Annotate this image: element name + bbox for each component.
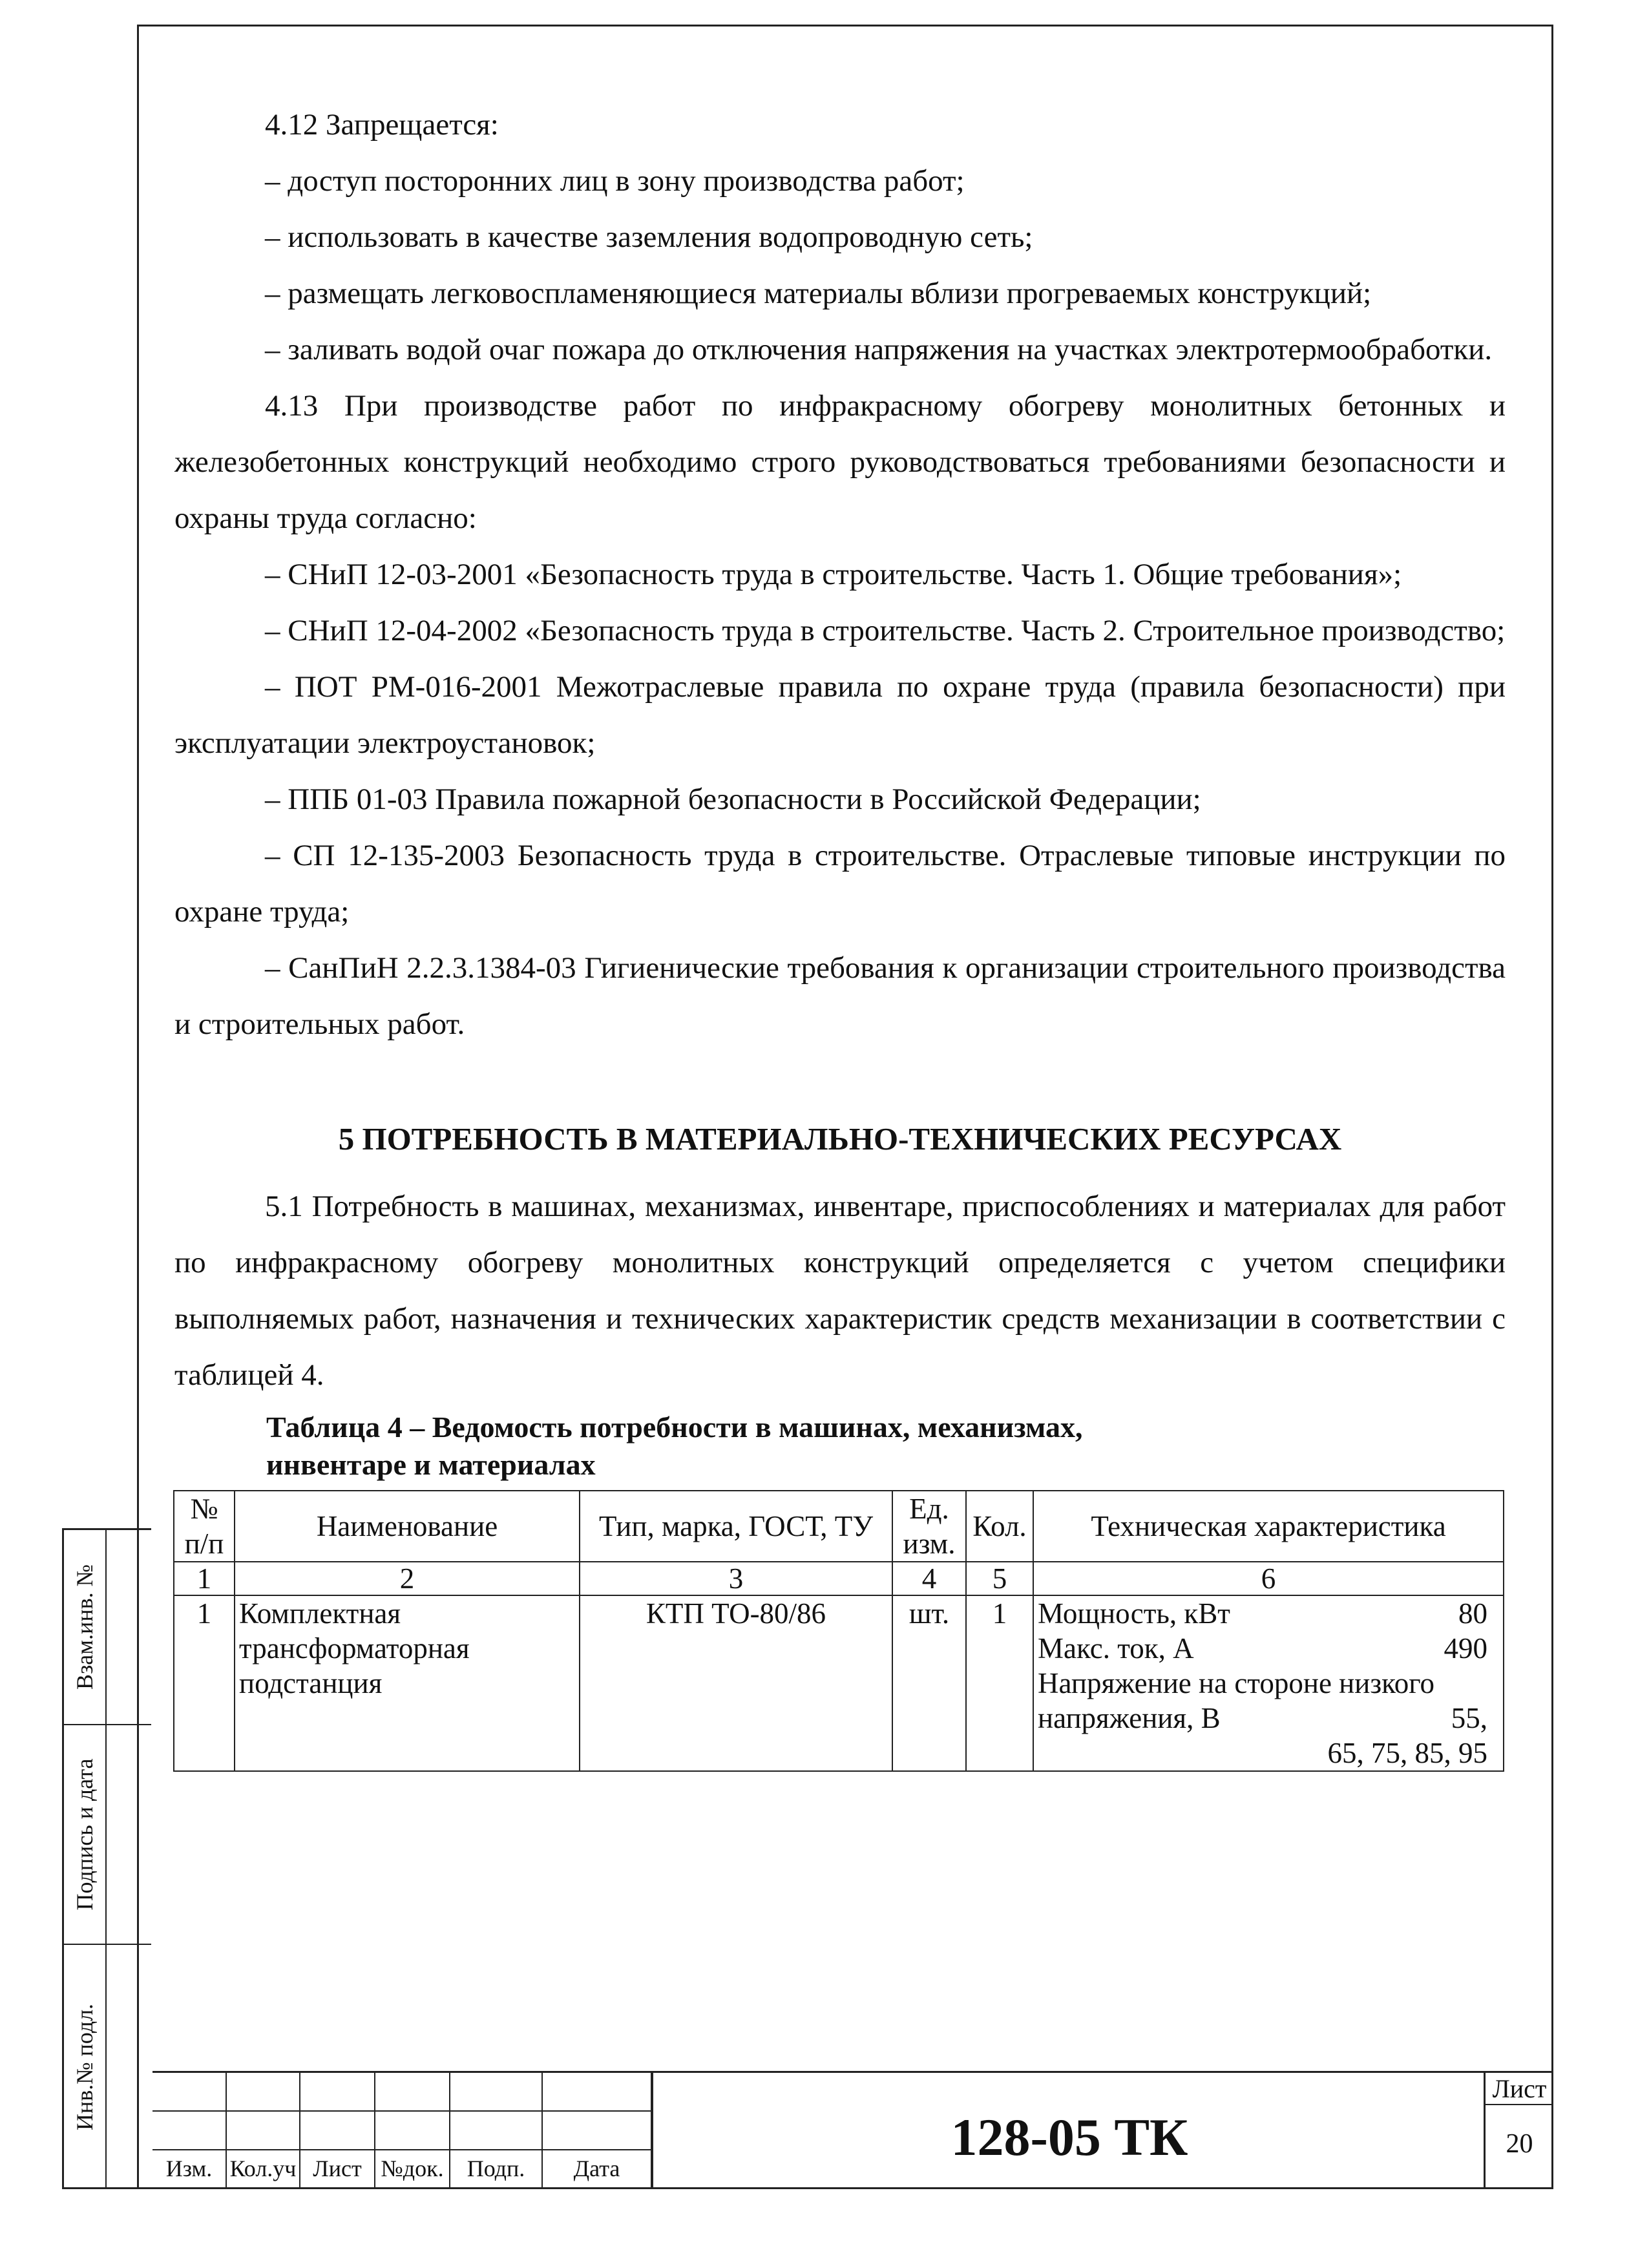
list-item: – ПОТ РМ-016-2001 Межотраслевые правила по охране труда (правила безопасности) при эксплуатации электроустановок;: [174, 670, 1506, 760]
list-item: – СП 12-135-2003 Безопасность труда в строительстве. Отраслевые типовые инструкции по охране труда;: [174, 839, 1506, 929]
list-item: – размещать легковоспламеняющиеся материалы вблизи прогреваемых конструкций;: [265, 277, 1372, 310]
paragraph-5-1: 5.1 Потребность в машинах, механизмах, инвентаре, приспособлениях и материалах для работ по инфракрасному обогреву монолитных конструкций определяется с учетом специфики выполняемых работ, назначения и технических характеристик средств механизации в соответствии с таблицей 4.: [174, 1190, 1506, 1392]
col-number: 5: [966, 1562, 1033, 1595]
grid-cell: [227, 2073, 300, 2112]
list-item: – ППБ 01-03 Правила пожарной безопасности в Российской Федерации;: [265, 782, 1201, 816]
list-item: – заливать водой очаг пожара до отключения напряжения на участках электротермообработки.: [265, 333, 1493, 366]
row-num: 1: [174, 1595, 235, 1771]
row-spec: [1033, 1595, 1504, 1771]
grid-cell: [300, 2073, 375, 2112]
spec-label: Мощность, кВт: [1038, 1597, 1230, 1630]
spec-value: 80: [1458, 1597, 1487, 1630]
sheet-number: 20: [1506, 2129, 1533, 2159]
col-label-doc: №док.: [375, 2150, 450, 2189]
grid-cell: [152, 2073, 227, 2112]
grid-cell: [543, 2073, 652, 2112]
table-header-row: [174, 1491, 1504, 1562]
row-name: [235, 1595, 580, 1771]
header-unit: Ед. изм.: [892, 1491, 966, 1562]
grid-cell: [375, 2112, 450, 2150]
resources-table: [173, 1490, 1504, 1772]
header-spec: Техническая характеристика: [1033, 1491, 1504, 1562]
col-number: 3: [580, 1562, 892, 1595]
side-cell-inventory: [64, 1945, 151, 2189]
spec-value: 55,: [1451, 1702, 1487, 1734]
col-number: 4: [892, 1562, 966, 1595]
table-caption: [266, 1409, 1506, 1484]
paragraph-4-12: 4.12 Запрещается:: [265, 108, 499, 142]
title-block: [152, 2071, 1553, 2189]
list-item: – доступ посторонних лиц в зону производства работ;: [265, 164, 965, 198]
col-label-sign: Подп.: [450, 2150, 543, 2189]
header-name: Наименование: [235, 1491, 580, 1562]
spec-voltage: [1038, 1701, 1499, 1736]
spec-current: [1038, 1631, 1499, 1666]
header-type: Тип, марка, ГОСТ, ТУ: [580, 1491, 892, 1562]
list-item: – СНиП 12-04-2002 «Безопасность труда в строительстве. Часть 2. Строительное производство;: [265, 614, 1506, 647]
side-label: [64, 1945, 107, 2189]
spec-voltage-label: Напряжение на стороне низкого: [1038, 1667, 1435, 1699]
section-heading: 5 ПОТРЕБНОСТЬ В МАТЕРИАЛЬНО-ТЕХНИЧЕСКИХ РЕСУРСАХ: [338, 1121, 1342, 1157]
side-label: [64, 1530, 107, 1724]
grid-cell: [300, 2112, 375, 2150]
col-label-date: Дата: [543, 2150, 652, 2189]
sheet-label: Лист: [1486, 2073, 1553, 2105]
row-qty: 1: [966, 1595, 1033, 1771]
grid-cell: [543, 2112, 652, 2150]
col-number: 1: [174, 1562, 235, 1595]
grid-cell: [450, 2073, 543, 2112]
header-qty: Кол.: [966, 1491, 1033, 1562]
spec-voltage-values: 65, 75, 85, 95: [1327, 1737, 1487, 1769]
list-item: – использовать в качестве заземления водопроводную сеть;: [265, 220, 1033, 254]
row-unit: шт.: [892, 1595, 966, 1771]
document-body: [174, 97, 1506, 1772]
paragraph-4-13: 4.13 При производстве работ по инфракрасному обогреву монолитных бетонных и железобетонных конструкций необходимо строго руководствоваться требованиями безопасности и охраны труда согласно:: [174, 389, 1506, 535]
header-num: № п/п: [174, 1491, 235, 1562]
row-name-text: Комплектная трансформаторная подстанция: [239, 1597, 470, 1699]
table-row: [174, 1595, 1504, 1771]
list-item: – СНиП 12-03-2001 «Безопасность труда в строительстве. Часть 1. Общие требования»;: [265, 558, 1402, 591]
side-stamp: [62, 1528, 151, 2189]
table-caption-line: инвентаре и материалах: [266, 1448, 596, 1481]
side-cell-signature: [64, 1725, 151, 1945]
col-number: 6: [1033, 1562, 1504, 1595]
revision-grid: [152, 2073, 652, 2189]
col-label-list: Лист: [300, 2150, 375, 2189]
spec-power: [1038, 1596, 1499, 1631]
grid-cell: [227, 2112, 300, 2150]
col-label-izm: Изм.: [152, 2150, 227, 2189]
side-label-text: Взам.инв. №: [72, 1564, 98, 1690]
side-label-text: Инв.№ подл.: [72, 2003, 98, 2131]
grid-cell: [152, 2112, 227, 2150]
row-type: КТП ТО-80/86: [580, 1595, 892, 1771]
spec-value: 490: [1444, 1632, 1487, 1664]
col-label-kol: Кол.уч: [227, 2150, 300, 2189]
column-number-row: [174, 1562, 1504, 1595]
col-number: 2: [235, 1562, 580, 1595]
side-label: [64, 1725, 107, 1944]
sheet-box: [1484, 2073, 1553, 2189]
list-item: – СанПиН 2.2.3.1384-03 Гигиенические требования к организации строительного производства и строительных работ.: [174, 951, 1506, 1041]
grid-cell: [375, 2073, 450, 2112]
spec-label: Макс. ток, А: [1038, 1632, 1194, 1664]
grid-cell: [450, 2112, 543, 2150]
side-label-text: Подпись и дата: [72, 1758, 98, 1911]
document-code: 128-05 ТК: [652, 2073, 1486, 2189]
spec-label: напряжения, В: [1038, 1702, 1221, 1734]
table-caption-line: Таблица 4 – Ведомость потребности в машинах, механизмах,: [266, 1411, 1083, 1444]
side-cell-replacement: [64, 1530, 151, 1725]
